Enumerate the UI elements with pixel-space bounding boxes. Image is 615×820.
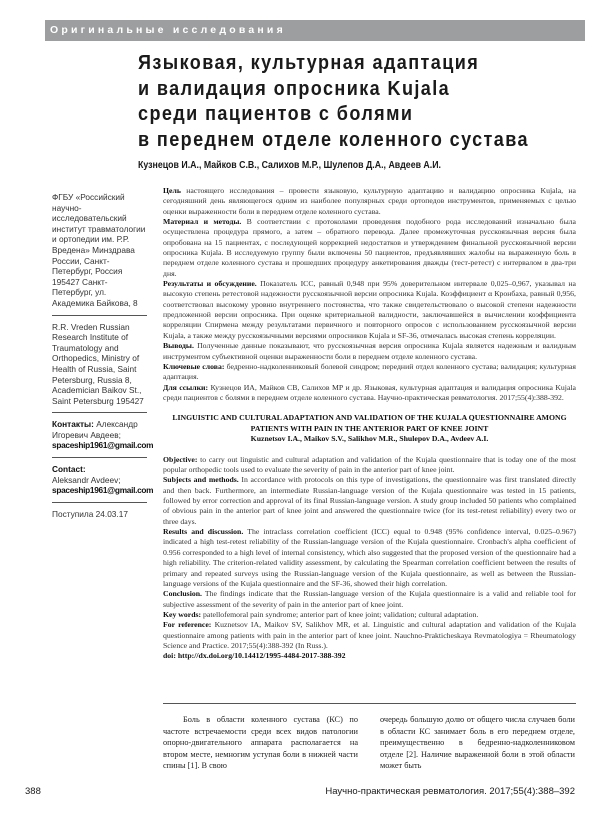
title-line: Языковая, культурная адаптация: [138, 51, 480, 74]
text: Показатель ICC, равный 0,948 при 95% доверительном интервале 0,025–0,967, указывал на высокую степень ретестовой надежности русскоязычной версии опросника Kujala. Коэффициент α Кронбаха, равный 0,956, соответствовал высокому уровню внутреннего постоянства, что также свидетельствовало о высокой степени надежности предложенной версии опросника. При оценке критериальной валидности, заключавшейся в вычислении коэффициента корреляции Спирмена между результатами первичного и повторного опросов с использованием русскоязычной версии Kujala, а также между русскоязычными версиями опросников Kujala и SF-36, отмечалась высокая степень корреляции.: [163, 279, 576, 340]
abstract-goal: [163, 186, 576, 217]
abstract-conclusions: [163, 341, 576, 362]
abstract-keywords: [163, 362, 576, 383]
text: В соответствии с протоколами проведения подобного рода исследований изначально была осуществлена процедура прямого, а затем – обратного перевода. Далее промежуточная русскоязычная версия была опробована на 15 пациентах, с последующей коррекцией недостатков и утверждением финальной русскоязычной версии опросника Kujala. В исследуемую группу были включены 50 пациентов, предъявлявших жалобы на выраженную боль в переднем отделе коленного сустава и прошедших процедуру анкетирования дважды (тест-ретест) с интервалом в два-три дня.: [163, 217, 576, 278]
text: The intraclass correlation coefficient (ICC) equal to 0.948 (95% confidence interval, 0.025–0.967) indicated a high test-retest reliability of the Russian-language version of the Kujala questionnaire. Cronbach's alpha coefficient of 0.956 corresponded to a high level of internal consistency, which also suggested that the proposed version of the questionnaire had a high reliability. The criterion-related validity assessment, by calculating the Spearman correlation coefficient between the results of primary and repeated surveys using the Russian-language version of the Kujala questionnaire, as well as between the Russian-language versions of the Kujala questionnaire and the SF-36, showed their high correlation.: [163, 527, 577, 588]
body-paragraph: Боль в области коленного сустава (КС) по частоте встречаемости среди всех видов патологии опорно-двигательного аппарата располагается на втором месте, немногим уступая боли в нижней части спины [1]. В свою: [163, 715, 358, 771]
contact-name: Aleksandr Avdeev;: [52, 474, 121, 485]
text: The findings indicate that the Russian-language version of the Kujala questionnaire is a valid and reliable tool for subjective assessment of the severity of pain in the anterior part of knee joint.: [163, 589, 576, 609]
email-link[interactable]: spaceship1961@gmail.com: [52, 440, 154, 451]
abstract-en-keywords: [163, 610, 576, 620]
title-line: и валидация опросника Kujala: [138, 76, 451, 100]
abstract-methods: [163, 217, 576, 279]
divider: [163, 703, 576, 704]
title-line: среди пациентов с болями: [138, 102, 414, 125]
affiliation-en: R.R. Vreden Russian Research Institute of Traumatology and Orthopedics, Ministry of Health of Russia, Saint Petersburg, Russia 8, Academician Baikov St., Saint Petersburg 195427: [52, 322, 147, 414]
contact-label: Contact:: [52, 464, 86, 475]
authors: Кузнецов И.А., Майков С.В., Салихов М.Р., Шулепов Д.А., Авдеев А.И.: [138, 160, 442, 171]
text: Полученные данные показывают, что русскоязычная версия опросника Kujala является надежным и валидным инструментом субъективной оценки выраженности боли в переднем отделе коленного сустава.: [163, 341, 576, 361]
label: Материал и методы.: [163, 217, 242, 227]
text: patellofemoral pain syndrome; anterior part of knee joint; validation; cultural adaptation.: [201, 609, 479, 619]
page-number: 388: [25, 786, 41, 797]
label: For reference:: [163, 620, 212, 630]
section-label: Оригинальные исследования: [50, 24, 286, 36]
label: Результаты и обсуждение.: [163, 279, 257, 289]
journal-citation: Научно-практическая ревматология. 2017;55(4):388–392: [325, 786, 575, 797]
abstract-en-objective: [163, 455, 576, 476]
text: In accordance with protocols on this type of investigations, the questionnaire was first translated directly and then back. Furthermore, an intermediate Russian-language version of the Kujala questionnaire was tested in 15 patients, followed by error correction and approval of its final Russian-language version. A study group included 50 patients who complained of obvious pain in the anterior part of knee joint and answered the questionnaire twice (for its test-retest reliability) every two or three days.: [163, 475, 576, 526]
text: to carry out linguistic and cultural adaptation and validation of the Kujala questionnaire that is today one of the most popular orthopedic tools used to evaluate the severity of pain in the anterior part of knee joint.: [163, 454, 576, 475]
label: Conclusion.: [163, 589, 202, 599]
label: Results and discussion.: [163, 527, 244, 537]
article-title: [138, 50, 529, 152]
body-column-right: [380, 714, 575, 772]
label: Objective:: [163, 454, 198, 464]
text: Kuznetsov IA, Maikov SV, Salikhov MR, et al. Linguistic and cultural adaptation and validation of the Kujala questionnaire among patients with pain in the anterior part of knee joint. Nauchno-Prakticheskaya Revmatologiya = Rheumatology Science and Practice. 2017;55(4):388-392 (In Russ.).: [163, 620, 576, 650]
body-column-left: [163, 714, 358, 772]
title-line: в переднем отделе коленного сустава: [138, 127, 529, 151]
contacts-en: [52, 464, 154, 503]
abstract-en-reference: [163, 620, 576, 651]
text: Кузнецов ИА, Майков СВ, Салихов МР и др. Языковая, культурная адаптация и валидация опросника Kujala среди пациентов с болями в переднем отделе коленного сустава. Научно-практическая ревматология. 2017;55(4):388-392.: [163, 382, 576, 402]
english-title: LINGUISTIC AND CULTURAL ADAPTATION AND VALIDATION OF THE KUJALA QUESTIONNAIRE AMONG PATIENTS WITH PAIN IN THE ANTERIOR PART OF KNEE JOINT: [172, 413, 567, 433]
email-link[interactable]: spaceship1961@gmail.com: [52, 485, 154, 496]
body-paragraph: очередь большую долю от общего числа случаев боли в области КС занимает боль в его переднем отделе, преимущественно в бедренно-надколенниковом отделе [2]. Наличие выраженной боли в этой области может быть: [380, 715, 575, 771]
received-date: Поступила 24.03.17: [52, 508, 128, 519]
label: Для ссылки:: [163, 382, 209, 392]
text: бедренно-надколенниковый болевой синдром; передний отдел коленного сустава; валидация; культурная адаптация.: [163, 361, 576, 382]
label: Subjects and methods.: [163, 475, 239, 485]
contacts-name: Александр Игоревич Авдеев;: [52, 419, 138, 440]
abstract-en-conclusion: [163, 589, 576, 610]
abstract-results: [163, 279, 576, 341]
text: настоящего исследования – провести языковую, культурную адаптацию и валидацию опросника Kujala, на сегодняшний день являющегося одним из наиболее популярных среди ортопедов инструментов, применяемых с целью оценки выраженности боли в переднем отделе коленного сустава.: [163, 186, 576, 216]
contacts-ru: [52, 419, 154, 458]
abstract-en-results: [163, 527, 576, 589]
section-header: [45, 20, 585, 41]
contacts-label: Контакты:: [52, 419, 94, 430]
english-title-block: [163, 413, 576, 445]
affiliation-ru: ФГБУ «Российский научно-исследовательский институт травматологии и ортопедии им. Р.Р. Вредена» Минздрава России, Санкт-Петербург, Россия 195427 Санкт-Петербург, ул. Академика Байкова, 8: [52, 192, 147, 316]
abstract-reference: [163, 383, 576, 404]
label: Key words:: [163, 609, 202, 619]
english-authors: Kuznetsov I.A., Maikov S.V., Salikhov M.R., Shulepov D.A., Avdeev A.I.: [250, 434, 489, 444]
sidebar: [52, 192, 154, 531]
doi-link[interactable]: doi: http://dx.doi.org/10.14412/1995-4484-2017-388-392: [163, 651, 346, 661]
abstract-en-methods: [163, 475, 576, 527]
label: Цель: [163, 186, 181, 195]
label: Ключевые слова:: [163, 361, 225, 371]
abstract: [163, 186, 576, 662]
label: Выводы.: [163, 341, 194, 351]
